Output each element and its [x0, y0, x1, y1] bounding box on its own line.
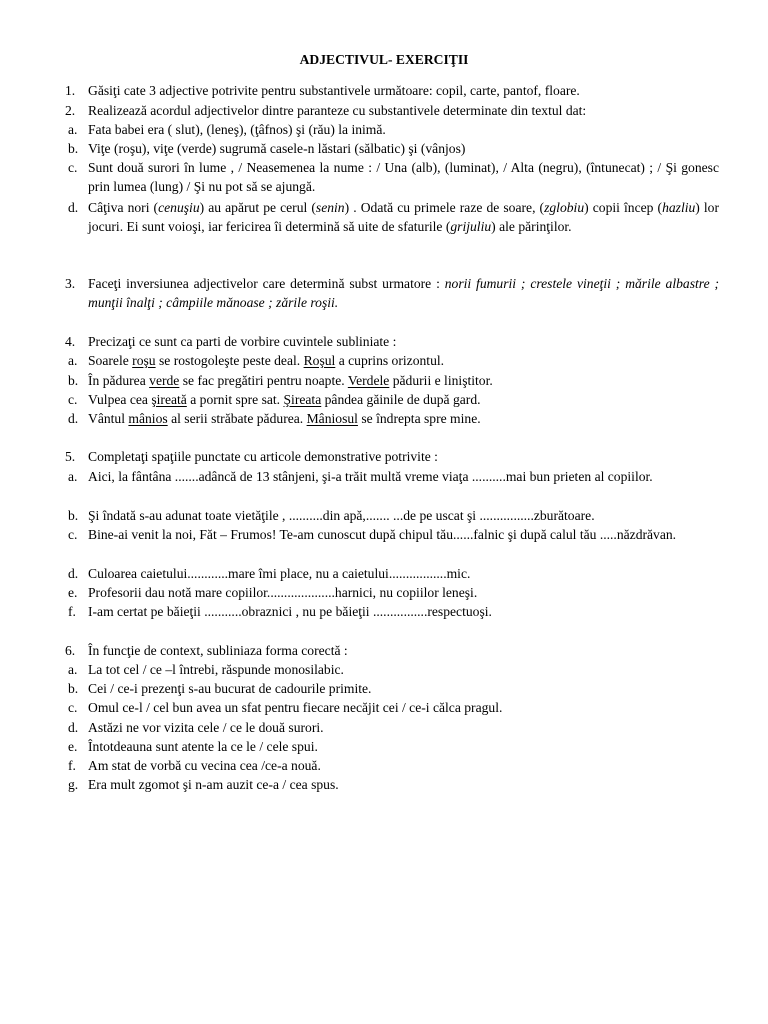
text-run: se îndrepta spre mine. [357, 411, 481, 426]
item-text [88, 718, 719, 737]
italic-text: zglobiu [544, 200, 585, 215]
italic-text: senin [315, 200, 345, 215]
item-marker: d. [68, 411, 79, 426]
item-marker: c. [68, 160, 78, 175]
item-marker: 3. [65, 276, 76, 291]
text-run: Întotdeauna sunt atente la ce le / cele spui. [88, 739, 318, 754]
item-marker: c. [68, 700, 78, 715]
item-text [88, 525, 719, 544]
item-marker: d. [68, 566, 79, 581]
exercise-2-item-c [65, 158, 719, 197]
item-text [88, 198, 719, 237]
text-run: Vântul [88, 411, 129, 426]
exercise-4 [65, 332, 719, 351]
exercise-6-item-e [65, 737, 719, 756]
underlined-word: şireată [151, 392, 187, 407]
text-run: Şi îndată s-au adunat toate vietăţile , ..........din apă,....... ...de pe uscat şi ................zburătoare. [88, 508, 595, 523]
item-text [88, 506, 719, 525]
text-run: Găsiţi cate 3 adjective potrivite pentru substantivele următoare: copil, carte, pantof, floare. [88, 83, 580, 98]
item-text [88, 390, 719, 409]
item-marker: d. [68, 200, 79, 215]
underlined-word: verde [149, 373, 180, 388]
item-marker: f. [68, 758, 76, 773]
item-marker: 2. [65, 103, 76, 118]
text-run: Bine-ai venit la noi, Făt – Frumos! Te-am cunoscut după chipul tău......falnic şi după calul tău .....năzdrăvan. [88, 527, 677, 542]
text-run: se rostogoleşte peste deal. [155, 353, 304, 368]
item-text [88, 351, 719, 370]
item-marker: 6. [65, 643, 76, 658]
text-run: Realizează acordul adjectivelor dintre paranteze cu substantivele determinate din textul dat: [88, 103, 587, 118]
text-run: Profesorii dau notă mare copiilor....................harnici, nu copiilor leneşi. [88, 585, 478, 600]
text-run: Am stat de vorbă cu vecina cea /ce-a nouă. [88, 758, 321, 773]
exercise-5-item-e [65, 583, 719, 602]
item-text [88, 679, 719, 698]
item-marker: b. [68, 681, 79, 696]
exercise-4-item-a [65, 351, 719, 370]
item-text [88, 737, 719, 756]
item-marker: f. [68, 604, 76, 619]
item-text [88, 447, 719, 466]
item-text [88, 120, 719, 139]
underlined-word: roşu [132, 353, 156, 368]
item-marker: c. [68, 527, 78, 542]
text-run: Aici, la fântâna .......adâncă de 13 stânjeni, şi-a trăit multă vreme viaţa ..........mai bun prieten al copiilor. [88, 469, 653, 484]
text-run: Soarele [88, 353, 133, 368]
item-marker: 5. [65, 449, 76, 464]
item-text [88, 583, 719, 602]
page-title: ADJECTIVUL- EXERCIŢII [299, 52, 469, 67]
exercise-2 [65, 101, 719, 120]
underlined-word: Verdele [347, 373, 390, 388]
text-run: Omul ce-l / cel bun avea un sfat pentru fiecare necăjit cei / ce-i călca pragul. [88, 700, 503, 715]
text-run: Precizaţi ce sunt ca parti de vorbire cuvintele subliniate : [88, 334, 397, 349]
text-run: al serii străbate pădurea. [167, 411, 307, 426]
item-text [88, 158, 719, 197]
italic-text: hazliu [662, 200, 696, 215]
item-marker: b. [68, 141, 79, 156]
italic-text: cenuşiu [158, 200, 200, 215]
item-marker: b. [68, 508, 79, 523]
exercise-4-item-c [65, 390, 719, 409]
exercise-4-item-d [65, 409, 719, 428]
text-run: Culoarea caietului............mare îmi place, nu a caietului.................mic. [88, 566, 471, 581]
item-marker: c. [68, 392, 78, 407]
text-run: În funcţie de context, subliniaza forma corectă : [88, 643, 348, 658]
text-run: Faceţi inversiunea adjectivelor care determină subst urmatore : [88, 276, 445, 291]
exercise-3 [65, 274, 719, 313]
text-run: Fata babei era ( slut), (leneş), (ţâfnos) şi (rău) la inimă. [88, 122, 386, 137]
item-marker: d. [68, 720, 79, 735]
item-text [88, 101, 719, 120]
item-marker: b. [68, 373, 79, 388]
item-text [88, 660, 719, 679]
text-run: pândea găinile de după gard. [321, 392, 481, 407]
exercise-5-item-a [65, 467, 719, 486]
item-text [88, 698, 719, 717]
text-run: ) lor jocuri. Ei sunt voioşi, iar fericirea îi determină să uite de sfaturile ( [88, 200, 720, 235]
text-run: ) ale părinţilor. [491, 219, 572, 235]
exercise-4-item-b [65, 371, 719, 390]
text-run: ) au apărut pe cerul ( [199, 200, 316, 215]
text-run: Astăzi ne vor vizita cele / ce le două surori. [88, 720, 324, 735]
underlined-word: Şireata [283, 392, 322, 407]
item-marker: 1. [65, 83, 76, 98]
item-text [88, 756, 719, 775]
item-marker: a. [68, 662, 78, 677]
item-marker: e. [68, 739, 78, 754]
text-run: ) copii încep ( [584, 200, 663, 215]
item-text [88, 409, 719, 428]
underlined-word: mânios [128, 411, 168, 426]
exercise-2-item-a [65, 120, 719, 139]
item-text [88, 602, 719, 621]
exercise-6 [65, 641, 719, 660]
italic-text: grijuliu [450, 219, 492, 235]
item-text [88, 775, 719, 794]
exercise-1 [65, 81, 719, 100]
italic-text: norii fumurii ; crestele vineţii ; mările albastre ; munţii înalţi ; câmpiile mănoase ; zările roşii. [88, 276, 719, 311]
exercise-5-item-d [65, 564, 719, 583]
text-run: Sunt două surori în lume , / Neasemenea la nume : / Una (alb), (luminat), / Alta (negru), (întunecat) ; / Şi gonesc prin lumea (lung) / Şi nu pot să se ajungă. [88, 160, 719, 195]
item-text [88, 139, 719, 158]
item-marker: a. [68, 122, 78, 137]
text-run: a cuprins orizontul. [335, 353, 445, 368]
item-text [88, 641, 719, 660]
text-run: ) . Odată cu primele raze de soare, ( [344, 200, 545, 215]
exercise-6-item-d [65, 718, 719, 737]
underlined-word: Mâniosul [306, 411, 358, 426]
exercise-2-item-b [65, 139, 719, 158]
exercise-5-item-b [65, 506, 719, 525]
exercise-6-item-b [65, 679, 719, 698]
exercise-5-item-c [65, 525, 719, 544]
text-run: pădurii e liniştitor. [389, 373, 493, 388]
item-text [88, 81, 719, 100]
text-run: Cei / ce-i prezenţi s-au bucurat de cadourile primite. [88, 681, 372, 696]
item-marker: g. [68, 777, 79, 792]
text-run: Viţe (roşu), viţe (verde) sugrumă casele-n lăstari (sălbatic) şi (vânjos) [88, 141, 466, 156]
text-run: I-am certat pe băieţii ...........obraznici , nu pe băieţii ................respectuoşi. [88, 604, 492, 619]
exercise-2-item-d [65, 198, 719, 237]
text-run: La tot cel / ce –l întrebi, răspunde monosilabic. [88, 662, 344, 677]
item-marker: e. [68, 585, 78, 600]
exercise-6-item-f [65, 756, 719, 775]
text-run: se fac pregătiri pentru noapte. [179, 373, 348, 388]
text-run: Completaţi spaţiile punctate cu articole demonstrative potrivite : [88, 449, 438, 464]
text-run: Câţiva nori ( [88, 200, 159, 215]
item-marker: 4. [65, 334, 76, 349]
exercise-6-item-c [65, 698, 719, 717]
item-text [88, 371, 719, 390]
text-run: În pădurea [88, 373, 150, 388]
text-run: Vulpea cea [88, 392, 152, 407]
item-marker: a. [68, 469, 78, 484]
item-text [88, 564, 719, 583]
exercise-5-item-f [65, 602, 719, 621]
item-text [88, 332, 719, 351]
exercise-5 [65, 447, 719, 466]
item-text [88, 274, 719, 313]
item-text [88, 467, 719, 486]
text-run: Era mult zgomot şi n-am auzit ce-a / cea spus. [88, 777, 339, 792]
text-run: a pornit spre sat. [186, 392, 284, 407]
item-marker: a. [68, 353, 78, 368]
underlined-word: Roşul [303, 353, 336, 368]
exercise-6-item-g [65, 775, 719, 794]
exercise-6-item-a [65, 660, 719, 679]
